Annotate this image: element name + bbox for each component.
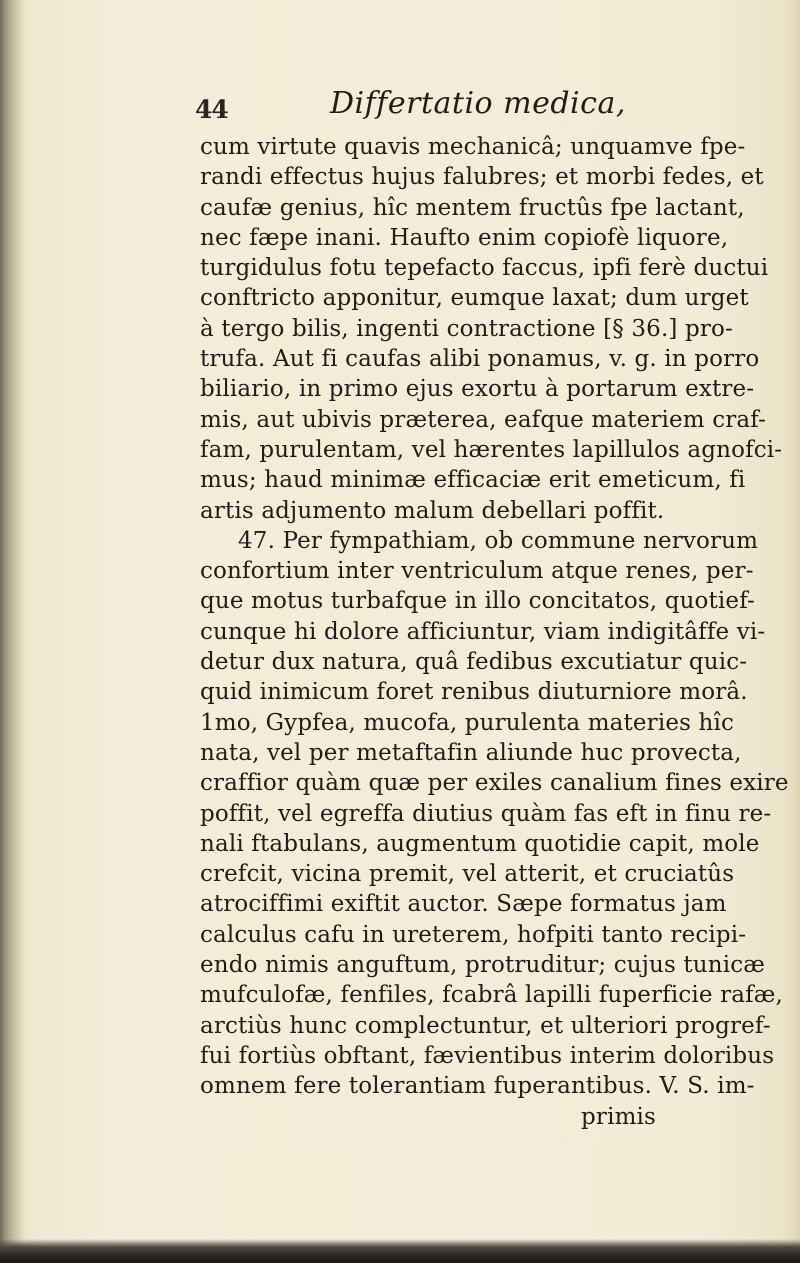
text-line: que motus turbafque in illo concitatos, quotief- xyxy=(200,588,755,615)
text-line: 1mo, Gypfea, mucofa, purulenta materies hîc xyxy=(200,709,735,736)
text-line: caufæ genius, hîc mentem fructûs fpe lactant, xyxy=(200,194,745,221)
text-line: atrociffimi exiftit auctor. Sæpe formatus jam xyxy=(200,891,727,918)
text-line: arctiùs hunc complectuntur, et ulteriori progref- xyxy=(200,1012,771,1039)
text-line: nali ftabulans, augmentum quotidie capit, mole xyxy=(200,830,760,857)
text-line: mus; haud minimæ efficaciæ erit emeticum, fi xyxy=(200,467,746,494)
section-start-line: 47. Per fympathiam, ob commune nervorum xyxy=(238,527,759,554)
text-line: mufculofæ, fenfiles, fcabrâ lapilli fuperficie rafæ, xyxy=(200,982,783,1009)
text-line: calculus cafu in ureterem, hofpiti tanto recipi- xyxy=(200,921,747,948)
text-line: nata, vel per metaftafin aliunde huc provecta, xyxy=(200,739,742,766)
page-binding-shadow xyxy=(0,0,24,1263)
text-line: conftricto apponitur, eumque laxat; dum urget xyxy=(200,285,749,312)
text-line: nec fæpe inani. Haufto enim copiofè liquore, xyxy=(200,224,729,251)
text-line: fui fortiùs obftant, fævientibus interim doloribus xyxy=(200,1042,775,1069)
text-line: omnem fere tolerantiam fuperantibus. V. S. im- xyxy=(200,1073,755,1100)
body-text xyxy=(200,132,790,1132)
text-line: randi effectus hujus falubres; et morbi fedes, et xyxy=(200,164,764,191)
catchword: primis xyxy=(581,1103,656,1130)
text-line: fam, purulentam, vel hærentes lapillulos agnofci- xyxy=(200,436,783,463)
scan-bottom-edge xyxy=(0,1239,800,1263)
text-line: endo nimis anguftum, protruditur; cujus tunicæ xyxy=(200,952,765,979)
text-line: biliario, in primo ejus exortu à portarum extre- xyxy=(200,376,755,403)
text-line: artis adjumento malum debellari poffit. xyxy=(200,497,665,524)
text-line: crefcit, vicina premit, vel atterit, et cruciatûs xyxy=(200,861,735,888)
text-line: cunque hi dolore afficiuntur, viam indigitâffe vi- xyxy=(200,618,766,645)
text-line: turgidulus fotu tepefacto faccus, ipfi ferè ductui xyxy=(200,255,769,282)
text-line: trufa. Aut fi caufas alibi ponamus, v. g. in porro xyxy=(200,346,760,373)
text-line: quid inimicum foret renibus diuturniore morâ. xyxy=(200,679,748,706)
text-line: confortium inter ventriculum atque renes, per- xyxy=(200,558,754,585)
text-line: cum virtute quavis mechanicâ; unquamve fpe- xyxy=(200,134,746,160)
text-line: à tergo bilis, ingenti contractione [§ 36.] pro- xyxy=(200,315,733,342)
page-number: 44 xyxy=(195,95,228,124)
text-line: mis, aut ubivis præterea, eafque materiem craf- xyxy=(200,406,767,433)
text-line: detur dux natura, quâ fedibus excutiatur quic- xyxy=(200,649,748,676)
text-line: poffit, vel egreffa diutius quàm fas eft in finu re- xyxy=(200,800,772,827)
running-title: Differtatio medica, xyxy=(330,86,626,121)
text-line: craffior quàm quæ per exiles canalium fines exire xyxy=(200,770,789,797)
